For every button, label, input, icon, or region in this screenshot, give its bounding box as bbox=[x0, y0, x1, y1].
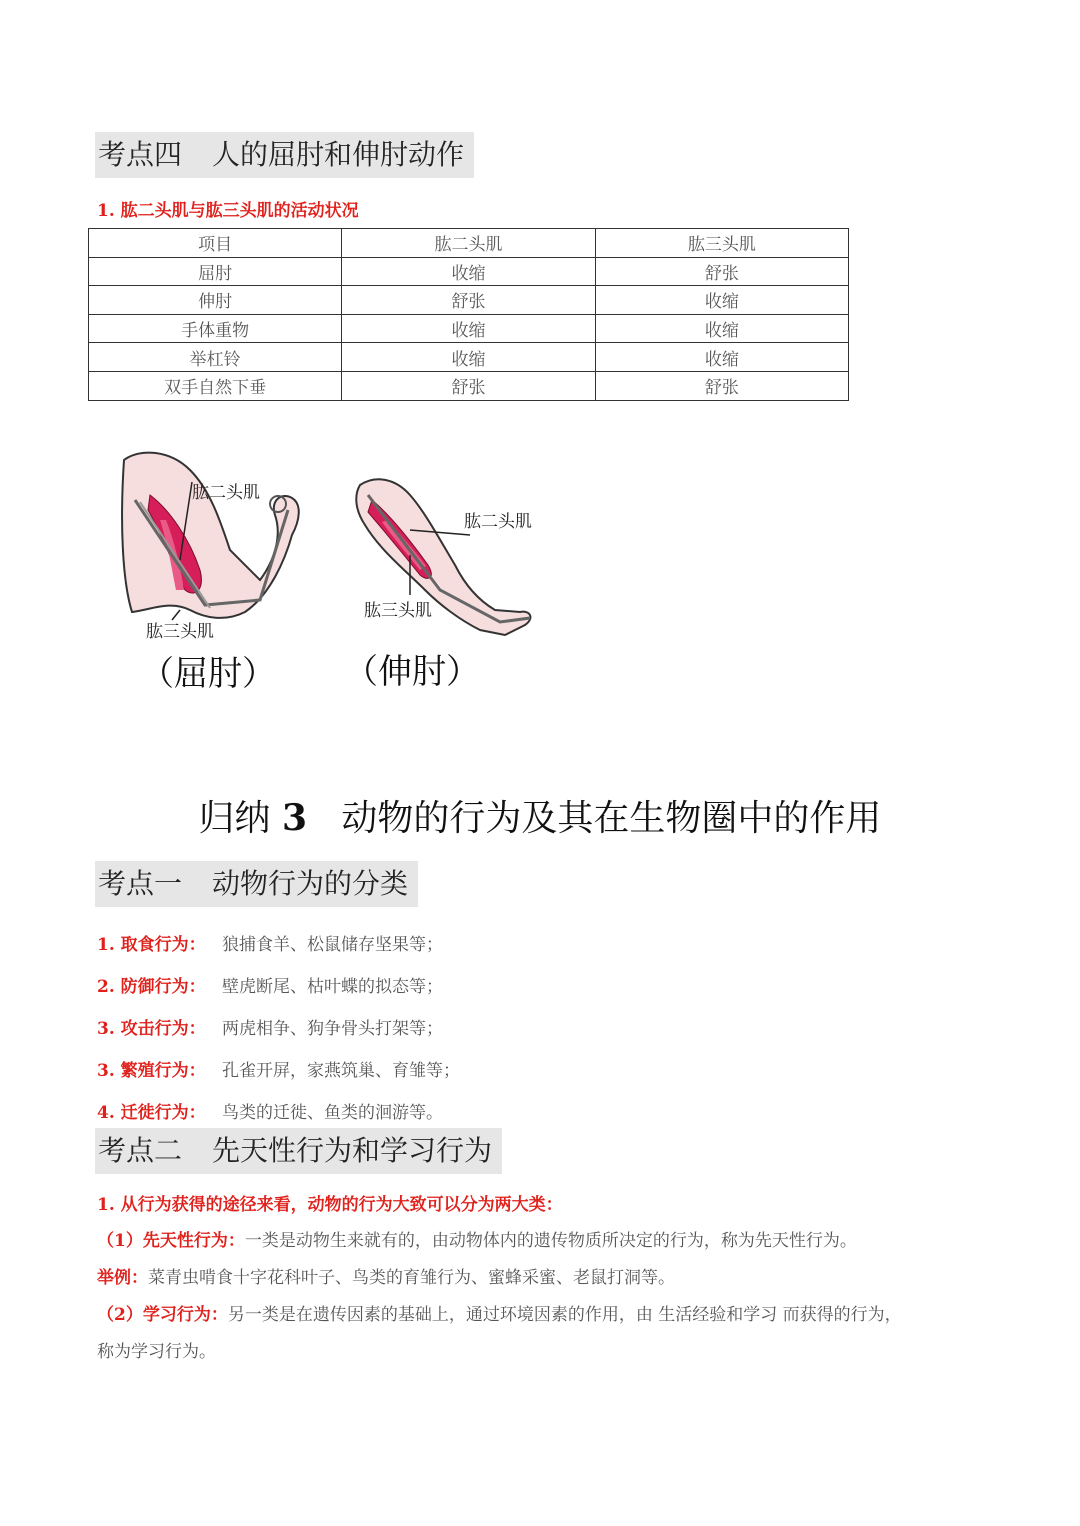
table-cell: 屈肘 bbox=[89, 257, 342, 286]
table-cell: 舒张 bbox=[595, 257, 848, 286]
list-item bbox=[97, 1098, 443, 1123]
chapter-number: 3 bbox=[282, 797, 308, 839]
section-heading-2 bbox=[95, 1128, 502, 1174]
table-cell: 收缩 bbox=[342, 257, 595, 286]
section-title: 先天性行为和学习行为 bbox=[212, 1134, 493, 1167]
chapter-text: 动物的行为及其在生物圈中的作用 bbox=[341, 798, 882, 839]
learned-label: （2）学习行为： bbox=[97, 1305, 228, 1325]
table-header: 肱二头肌 bbox=[342, 229, 595, 258]
table-header: 肱三头肌 bbox=[595, 229, 848, 258]
section-label: 考点一 bbox=[98, 867, 183, 900]
triceps-label-flexed: 肱三头肌 bbox=[146, 622, 214, 642]
section-title: 人的屈肘和伸肘动作 bbox=[212, 138, 465, 171]
table-row bbox=[89, 371, 849, 400]
biceps-label-extended: 肱二头肌 bbox=[464, 512, 532, 532]
table-cell: 双手自然下垂 bbox=[89, 371, 342, 400]
table-cell: 伸肘 bbox=[89, 286, 342, 315]
behavior-text: 两虎相争、狗争骨头打架等； bbox=[222, 1019, 443, 1039]
table-row bbox=[89, 314, 849, 343]
example-paragraph bbox=[97, 1263, 675, 1288]
table-cell: 舒张 bbox=[342, 371, 595, 400]
list-item bbox=[97, 1014, 443, 1039]
list-item bbox=[97, 930, 443, 955]
example-text: 菜青虫啃食十字花科叶子、鸟类的育雏行为、蜜蜂采蜜、老鼠打洞等。 bbox=[148, 1268, 675, 1288]
table-cell: 收缩 bbox=[342, 343, 595, 372]
table-cell: 舒张 bbox=[595, 371, 848, 400]
behavior-label: 4. 迁徙行为： bbox=[97, 1103, 206, 1123]
behavior-label: 2. 防御行为： bbox=[97, 977, 206, 997]
chapter-prefix: 归纳 bbox=[198, 798, 271, 839]
behavior-label: 3. 繁殖行为： bbox=[97, 1061, 206, 1081]
behavior-label: 3. 攻击行为： bbox=[97, 1019, 206, 1039]
behavior-text: 狼捕食羊、松鼠储存坚果等； bbox=[222, 935, 443, 955]
example-label: 举例： bbox=[97, 1268, 148, 1288]
table-cell: 手体重物 bbox=[89, 314, 342, 343]
muscle-table bbox=[88, 228, 849, 401]
caption-extended: （伸肘） bbox=[344, 652, 480, 692]
table-row bbox=[89, 257, 849, 286]
table-header: 项目 bbox=[89, 229, 342, 258]
table-row bbox=[89, 286, 849, 315]
learned-behavior-continuation: 称为学习行为。 bbox=[97, 1342, 216, 1362]
table-row bbox=[89, 343, 849, 372]
section-label: 考点四 bbox=[98, 138, 183, 171]
section-title: 动物行为的分类 bbox=[212, 867, 409, 900]
list-item bbox=[97, 1056, 460, 1081]
innate-label: （1）先天性行为： bbox=[97, 1231, 245, 1251]
subtitle-behavior-types: 1. 从行为获得的途径来看，动物的行为大致可以分为两大类： bbox=[97, 1195, 563, 1215]
behavior-text: 壁虎断尾、枯叶蝶的拟态等； bbox=[222, 977, 443, 997]
table-cell: 收缩 bbox=[595, 286, 848, 315]
learned-behavior-paragraph bbox=[97, 1300, 902, 1325]
behavior-text: 鸟类的迁徙、鱼类的洄游等。 bbox=[222, 1103, 443, 1123]
behavior-text: 孔雀开屏，家燕筑巢、育雏等； bbox=[222, 1061, 460, 1081]
innate-text: 一类是动物生来就有的，由动物体内的遗传物质所决定的行为，称为先天性行为。 bbox=[244, 1231, 857, 1251]
table-cell: 收缩 bbox=[342, 314, 595, 343]
learned-text: 另一类是在遗传因素的基础上，通过环境因素的作用，由 生活经验和学习 而获得的行为， bbox=[227, 1305, 902, 1325]
table-cell: 举杠铃 bbox=[89, 343, 342, 372]
section-heading-1 bbox=[95, 861, 418, 907]
section-label: 考点二 bbox=[98, 1134, 183, 1167]
behavior-label: 1. 取食行为： bbox=[97, 935, 206, 955]
table-cell: 舒张 bbox=[342, 286, 595, 315]
biceps-label-flexed: 肱二头肌 bbox=[192, 483, 260, 503]
list-item bbox=[97, 972, 443, 997]
innate-behavior-paragraph bbox=[97, 1226, 857, 1251]
table-header-row bbox=[89, 229, 849, 258]
section-heading-4 bbox=[95, 132, 474, 178]
table-cell: 收缩 bbox=[595, 314, 848, 343]
caption-flexed: （屈肘） bbox=[140, 654, 276, 694]
table-cell: 收缩 bbox=[595, 343, 848, 372]
chapter-title bbox=[0, 790, 1080, 841]
subtitle-muscle-activity: 1. 肱二头肌与肱三头肌的活动状况 bbox=[97, 201, 359, 221]
triceps-label-extended: 肱三头肌 bbox=[364, 601, 432, 621]
